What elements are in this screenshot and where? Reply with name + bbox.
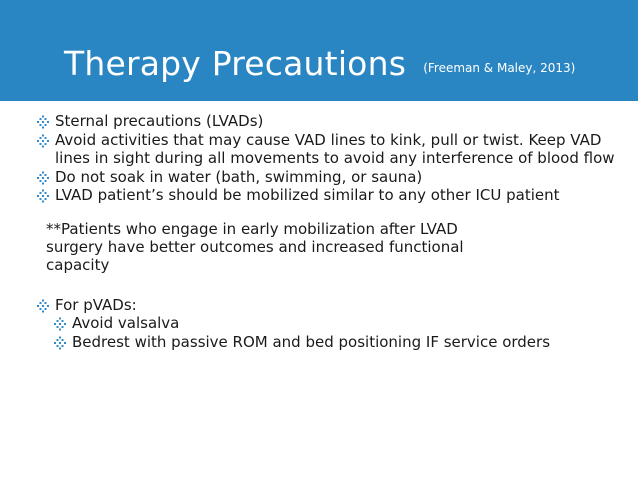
subbullet-text: Avoid valsalva [72,314,180,332]
bullet-item-pvads [35,296,625,315]
diamond-bullet-icon [36,134,50,148]
slide-title [64,38,575,90]
subbullet-item-valsalva [52,314,625,333]
bullet-text: Sternal precautions (LVADs) [55,112,264,130]
diamond-bullet-icon [36,115,50,129]
diamond-bullet-icon [36,299,50,313]
bullet-item-sternal [35,112,625,131]
subbullet-item-bedrest [52,333,625,352]
bullet-text: LVAD patient’s should be mobilized similar to any other ICU patient [55,186,560,204]
bullet-text: For pVADs: [55,295,137,314]
bullet-item-mobilization [35,186,625,205]
mobilization-note: **Patients who engage in early mobilization after LVAD surgery have better outcomes and increased functional capacity [46,219,464,274]
title-main: Therapy Precautions [64,44,407,83]
bullet-text: Avoid activities that may cause VAD lines to kink, pull or twist. Keep VAD lines in sight during all movements to avoid any interference of blood flow [55,130,615,167]
bullet-item-vad-lines [35,131,625,168]
bullet-item-no-soak [35,168,625,187]
diamond-bullet-icon [53,317,67,331]
bullet-text: Do not soak in water (bath, swimming, or sauna) [55,167,423,186]
slide-content [35,112,625,351]
diamond-bullet-icon [36,171,50,185]
title-citation: (Freeman & Maley, 2013) [423,61,576,75]
diamond-bullet-icon [36,189,50,203]
subbullet-text: Bedrest with passive ROM and bed positioning IF service orders [72,332,551,351]
diamond-bullet-icon [53,336,67,350]
